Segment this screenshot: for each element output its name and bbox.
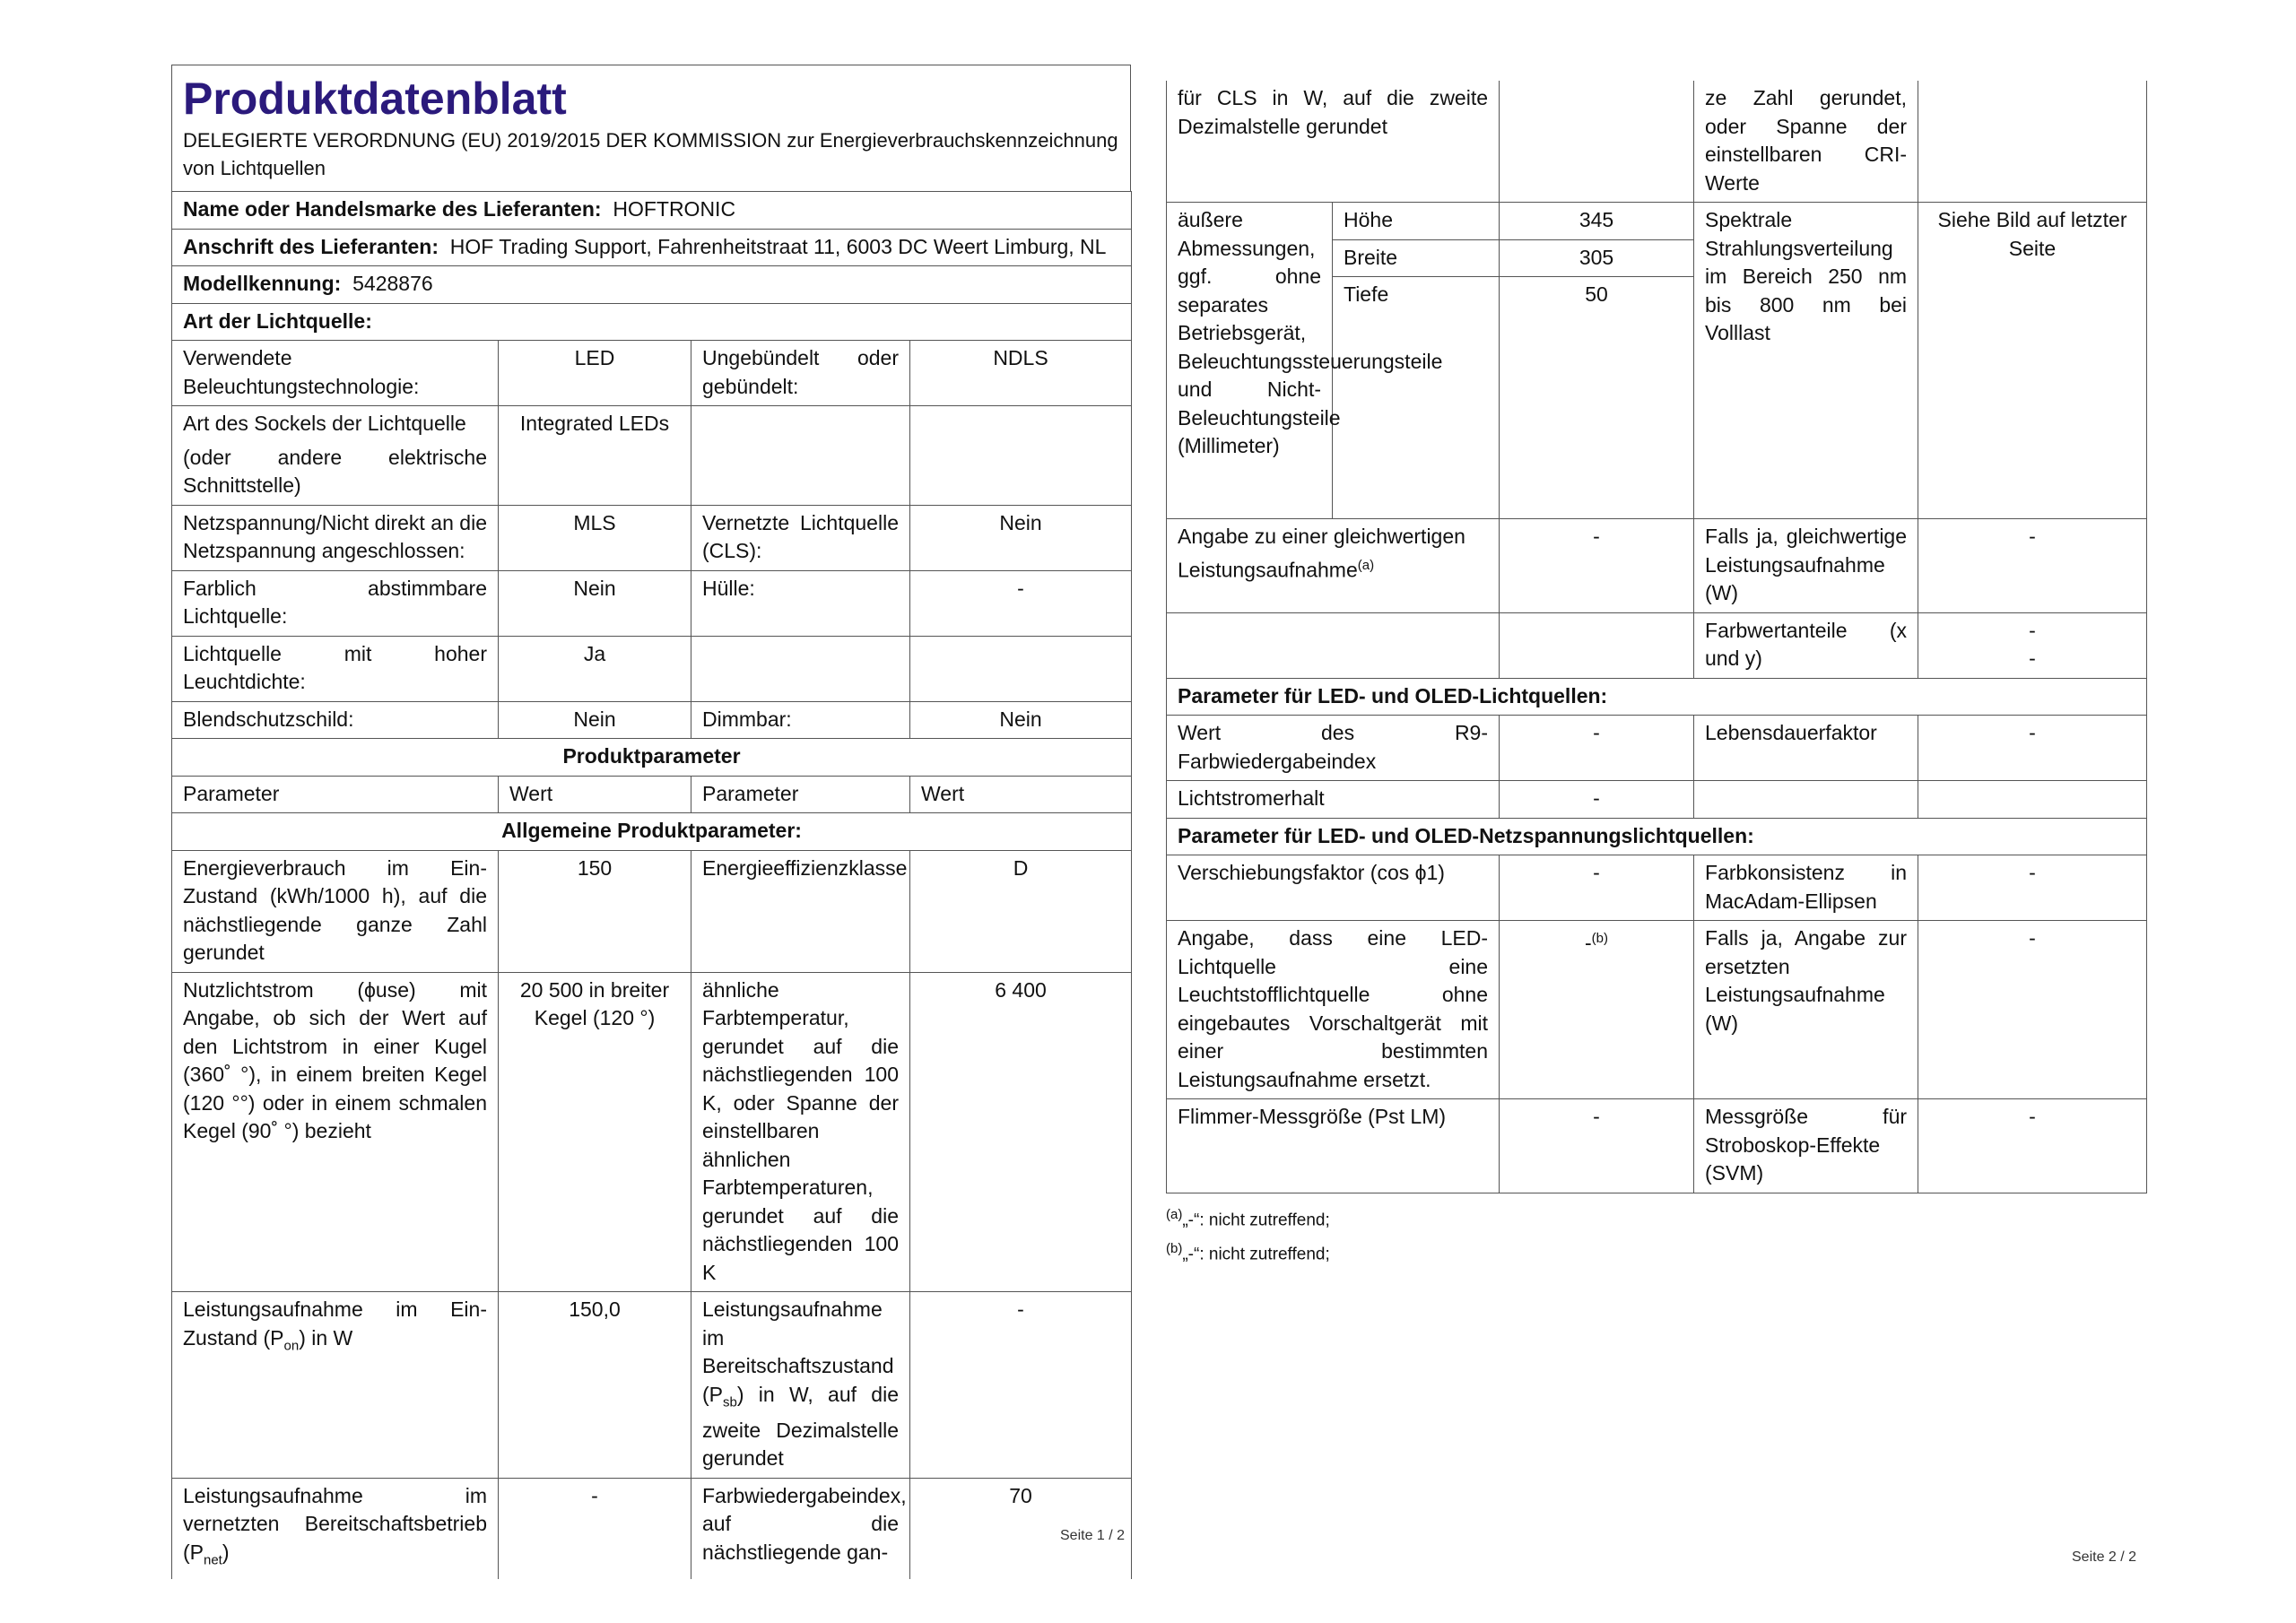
lumen-maintenance-label: Lichtstromerhalt bbox=[1167, 781, 1500, 819]
empty-cell bbox=[910, 636, 1132, 701]
bundled-label: Ungebündelt oder gebündelt: bbox=[691, 341, 910, 406]
supplier-address-label: Anschrift des Lieferanten: bbox=[183, 234, 439, 258]
survival-factor-label: Lebensdauerfaktor bbox=[1694, 716, 1918, 781]
pnet-label-cont: für CLS in W, auf die zweite Dezimalstelle gerundet bbox=[1167, 81, 1500, 203]
equiv-value: - bbox=[1500, 519, 1694, 613]
flicker-label: Flimmer-Messgröße (Pst LM) bbox=[1167, 1099, 1500, 1193]
stroboscopic-label: Messgröße für Stroboskop-Effekte (SVM) bbox=[1694, 1099, 1918, 1193]
dimensions-label: äußere Abmessungen, ggf. ohne separates Betriebsgerät, Beleuchtungssteuerungsteile und Nicht-Beleuchtungsteile (Millimeter) bbox=[1167, 203, 1333, 519]
pon-label-unit: ) in W bbox=[299, 1325, 353, 1350]
footnote-b-text: „-“: nicht zutreffend; bbox=[1182, 1245, 1330, 1264]
psb-value: - bbox=[910, 1292, 1132, 1479]
model-label: Modellkennung: bbox=[183, 272, 342, 295]
table-row bbox=[172, 570, 1132, 636]
footnote-a bbox=[1166, 1201, 2146, 1235]
efficiency-class-label: Energieeffizienzklasse bbox=[691, 850, 910, 972]
survival-factor-value: - bbox=[1918, 716, 2147, 781]
footnote-b bbox=[1166, 1235, 2146, 1269]
product-params-header: Produktparameter bbox=[172, 739, 1132, 777]
displacement-factor-value: - bbox=[1500, 855, 1694, 921]
model-value: 5428876 bbox=[352, 272, 433, 295]
equiv-footnote-ref: (a) bbox=[1357, 557, 1375, 573]
table-row bbox=[1167, 855, 2147, 921]
empty-cell bbox=[1500, 612, 1694, 678]
replacement-power-label: Falls ja, Angabe zur ersetzten Leistungsaufnahme (W) bbox=[1694, 921, 1918, 1099]
depth-label: Tiefe bbox=[1333, 277, 1500, 519]
cri-label-cont: ze Zahl gerundet, oder Spanne der einstellbaren CRI-Werte bbox=[1694, 81, 1918, 203]
tech-label: Verwendete Beleuchtungstechnologie: bbox=[172, 341, 499, 406]
empty-cell bbox=[1918, 781, 2147, 819]
page-2 bbox=[1166, 81, 2146, 1269]
supplier-name-label: Name oder Handelsmarke des Lieferanten: bbox=[183, 197, 602, 221]
column-header-parameter: Parameter bbox=[172, 776, 499, 813]
pnet-label bbox=[172, 1478, 499, 1579]
column-header-row bbox=[172, 776, 1132, 813]
led-params-header: Parameter für LED- und OLED-Lichtquellen: bbox=[1167, 678, 2147, 716]
column-header-value: Wert bbox=[499, 776, 691, 813]
light-source-type-row bbox=[172, 303, 1132, 341]
replacement-footnote-ref: (b) bbox=[1591, 931, 1609, 946]
replacement-power-value: - bbox=[1918, 921, 2147, 1099]
pon-value: 150,0 bbox=[499, 1292, 691, 1479]
table-row bbox=[1167, 519, 2147, 613]
socket-label-line2: (oder andere elektrische Schnittstelle) bbox=[183, 445, 487, 497]
document-header bbox=[171, 65, 1131, 191]
page-2-footer: Seite 2 / 2 bbox=[2072, 1549, 2137, 1565]
energy-value: 150 bbox=[499, 850, 691, 972]
socket-label-line1: Art des Sockels der Lichtquelle bbox=[183, 412, 466, 435]
width-value: 305 bbox=[1500, 239, 1694, 277]
tech-value: LED bbox=[499, 341, 691, 406]
table-row bbox=[1167, 921, 2147, 1099]
flux-value: 20 500 in breiter Kegel (120 °) bbox=[499, 972, 691, 1292]
psb-label-sub: sb bbox=[723, 1394, 737, 1410]
colour-consistency-label: Farbkonsistenz in MacAdam-Ellipsen bbox=[1694, 855, 1918, 921]
pnet-label-text: Leistungsaufnahme im vernetzten Bereitschaftsbetrieb (P bbox=[183, 1483, 487, 1564]
empty-cell bbox=[1694, 781, 1918, 819]
colour-consistency-value: - bbox=[1918, 855, 2147, 921]
tunable-label: Farblich abstimmbare Lichtquelle: bbox=[172, 570, 499, 636]
dimmable-label: Dimmbar: bbox=[691, 701, 910, 739]
page-1 bbox=[171, 65, 1131, 1579]
product-info-table-continued bbox=[1166, 81, 2147, 1193]
flux-label: Nutzlichtstrom (ϕuse) mit Angabe, ob sich der Wert auf den Lichtstrom in einer Kugel (360˚ °), in einem breiten Kegel (120 °°) oder in einem schmalen Kegel (90˚ °) bezieht bbox=[172, 972, 499, 1292]
equiv-label bbox=[1167, 519, 1500, 613]
replacement-value bbox=[1500, 921, 1694, 1099]
glare-label: Blendschutzschild: bbox=[172, 701, 499, 739]
footnote-b-marker: (b) bbox=[1166, 1240, 1183, 1256]
supplier-name-value: HOFTRONIC bbox=[613, 197, 736, 221]
equiv-power-value: - bbox=[1918, 519, 2147, 613]
table-row bbox=[172, 505, 1132, 570]
mains-value: MLS bbox=[499, 505, 691, 570]
energy-label: Energieverbrauch im Ein-Zustand (kWh/1000 h), auf die nächstliegende ganze Zahl gerundet bbox=[172, 850, 499, 972]
spectral-value: Siehe Bild auf letzter Seite bbox=[1918, 203, 2147, 519]
connected-value: Nein bbox=[910, 505, 1132, 570]
chromaticity-y-value: - bbox=[2029, 647, 2036, 670]
table-row bbox=[1167, 81, 2147, 203]
empty-cell bbox=[1167, 612, 1500, 678]
efficiency-class-value: D bbox=[910, 850, 1132, 972]
page-title: Produktdatenblatt bbox=[183, 74, 567, 124]
high-luminance-label: Lichtquelle mit hoher Leuchtdichte: bbox=[172, 636, 499, 701]
mains-label: Netzspannung/Nicht direkt an die Netzspannung angeschlossen: bbox=[172, 505, 499, 570]
table-row bbox=[1167, 716, 2147, 781]
pnet-value: - bbox=[499, 1478, 691, 1579]
r9-label: Wert des R9-Farbwiedergabeindex bbox=[1167, 716, 1500, 781]
chromaticity-label: Farbwertanteile (x und y) bbox=[1694, 612, 1918, 678]
supplier-address-row bbox=[172, 229, 1132, 266]
psb-label-text: Leistungsaufnahme im Bereitschaftszustand (P bbox=[702, 1298, 894, 1406]
stroboscopic-value: - bbox=[1918, 1099, 2147, 1193]
replacement-value-text: - bbox=[1585, 931, 1592, 955]
light-source-type-label: Art der Lichtquelle: bbox=[172, 303, 1132, 341]
pon-label-text: Leistungsaufnahme im Ein-Zustand (P bbox=[183, 1298, 487, 1350]
r9-value: - bbox=[1500, 716, 1694, 781]
section-header-row bbox=[1167, 818, 2147, 855]
cct-label: ähnliche Farbtemperatur, gerundet auf die nächstliegenden 100 K, oder Spanne der einstellbaren ähnlichen Farbtemperaturen, gerundet auf die nächstliegenden 100 K bbox=[691, 972, 910, 1292]
dimmable-value: Nein bbox=[910, 701, 1132, 739]
table-row bbox=[1167, 612, 2147, 678]
model-row bbox=[172, 266, 1132, 304]
psb-label bbox=[691, 1292, 910, 1479]
depth-value: 50 bbox=[1500, 277, 1694, 519]
footnote-a-text: „-“: nicht zutreffend; bbox=[1182, 1210, 1330, 1229]
table-row bbox=[172, 341, 1132, 406]
width-label: Breite bbox=[1333, 239, 1500, 277]
bundled-value: NDLS bbox=[910, 341, 1132, 406]
empty-cell bbox=[691, 636, 910, 701]
regulation-subtitle: DELEGIERTE VERORDNUNG (EU) 2019/2015 DER KOMMISSION zur Energieverbrauchskennzeichnung von Lichtquellen bbox=[183, 129, 1118, 179]
general-params-header: Allgemeine Produktparameter: bbox=[172, 813, 1132, 851]
table-row bbox=[1167, 781, 2147, 819]
cri-value: 70 bbox=[910, 1478, 1132, 1579]
empty-cell bbox=[691, 406, 910, 506]
envelope-value: - bbox=[910, 570, 1132, 636]
column-header-parameter-2: Parameter bbox=[691, 776, 910, 813]
page-1-footer: Seite 1 / 2 bbox=[1060, 1528, 1126, 1543]
tunable-value: Nein bbox=[499, 570, 691, 636]
footnote-a-marker: (a) bbox=[1166, 1206, 1183, 1222]
table-row bbox=[172, 406, 1132, 506]
table-row bbox=[172, 1292, 1132, 1479]
cct-value: 6 400 bbox=[910, 972, 1132, 1292]
equiv-label-text: Angabe zu einer gleichwertigen Leistungsaufnahme bbox=[1178, 525, 1465, 582]
section-header-row bbox=[172, 813, 1132, 851]
supplier-address-value: HOF Trading Support, Fahrenheitstraat 11, 6003 DC Weert Limburg, NL bbox=[449, 234, 1107, 258]
table-row bbox=[172, 972, 1132, 1292]
empty-cell bbox=[1918, 81, 2147, 203]
height-label: Höhe bbox=[1333, 203, 1500, 240]
psb-label-unit: ) in W, auf die zweite Dezimalstelle gerundet bbox=[702, 1382, 899, 1471]
socket-value: Integrated LEDs bbox=[499, 406, 691, 506]
displacement-factor-label: Verschiebungsfaktor (cos ϕ1) bbox=[1167, 855, 1500, 921]
table-row bbox=[172, 850, 1132, 972]
product-info-table bbox=[171, 191, 1132, 1579]
section-header-row bbox=[172, 739, 1132, 777]
mains-params-header: Parameter für LED- und OLED-Netzspannungslichtquellen: bbox=[1167, 818, 2147, 855]
table-row bbox=[172, 701, 1132, 739]
table-row bbox=[172, 636, 1132, 701]
pon-label bbox=[172, 1292, 499, 1479]
socket-label bbox=[172, 406, 499, 506]
supplier-name-row bbox=[172, 192, 1132, 230]
equiv-power-label: Falls ja, gleichwertige Leistungsaufnahme (W) bbox=[1694, 519, 1918, 613]
connected-label: Vernetzte Lichtquelle (CLS): bbox=[691, 505, 910, 570]
footnotes bbox=[1166, 1201, 2146, 1270]
table-row bbox=[1167, 1099, 2147, 1193]
envelope-label: Hülle: bbox=[691, 570, 910, 636]
spectral-label: Spektrale Strahlungsverteilung im Bereich 250 nm bis 800 nm bei Volllast bbox=[1694, 203, 1918, 519]
replacement-label: Angabe, dass eine LED-Lichtquelle eine Leuchtstofflichtquelle ohne eingebautes Vorschaltgerät mit einer bestimmten Leistungsaufnahme ersetzt. bbox=[1167, 921, 1500, 1099]
column-header-value-2: Wert bbox=[910, 776, 1132, 813]
pnet-label-sub: net bbox=[204, 1552, 222, 1568]
high-luminance-value: Ja bbox=[499, 636, 691, 701]
table-row bbox=[172, 1478, 1132, 1579]
table-row bbox=[1167, 203, 2147, 240]
empty-cell bbox=[910, 406, 1132, 506]
chromaticity-value bbox=[1918, 612, 2147, 678]
pon-label-sub: on bbox=[283, 1338, 300, 1354]
height-value: 345 bbox=[1500, 203, 1694, 240]
section-header-row bbox=[1167, 678, 2147, 716]
cri-label: Farbwiedergabeindex, auf die nächstliegende gan- bbox=[691, 1478, 910, 1579]
pnet-label-close: ) bbox=[222, 1540, 230, 1564]
lumen-maintenance-value: - bbox=[1500, 781, 1694, 819]
glare-value: Nein bbox=[499, 701, 691, 739]
flicker-value: - bbox=[1500, 1099, 1694, 1193]
chromaticity-x-value: - bbox=[2029, 618, 2036, 642]
empty-cell bbox=[1500, 81, 1694, 203]
